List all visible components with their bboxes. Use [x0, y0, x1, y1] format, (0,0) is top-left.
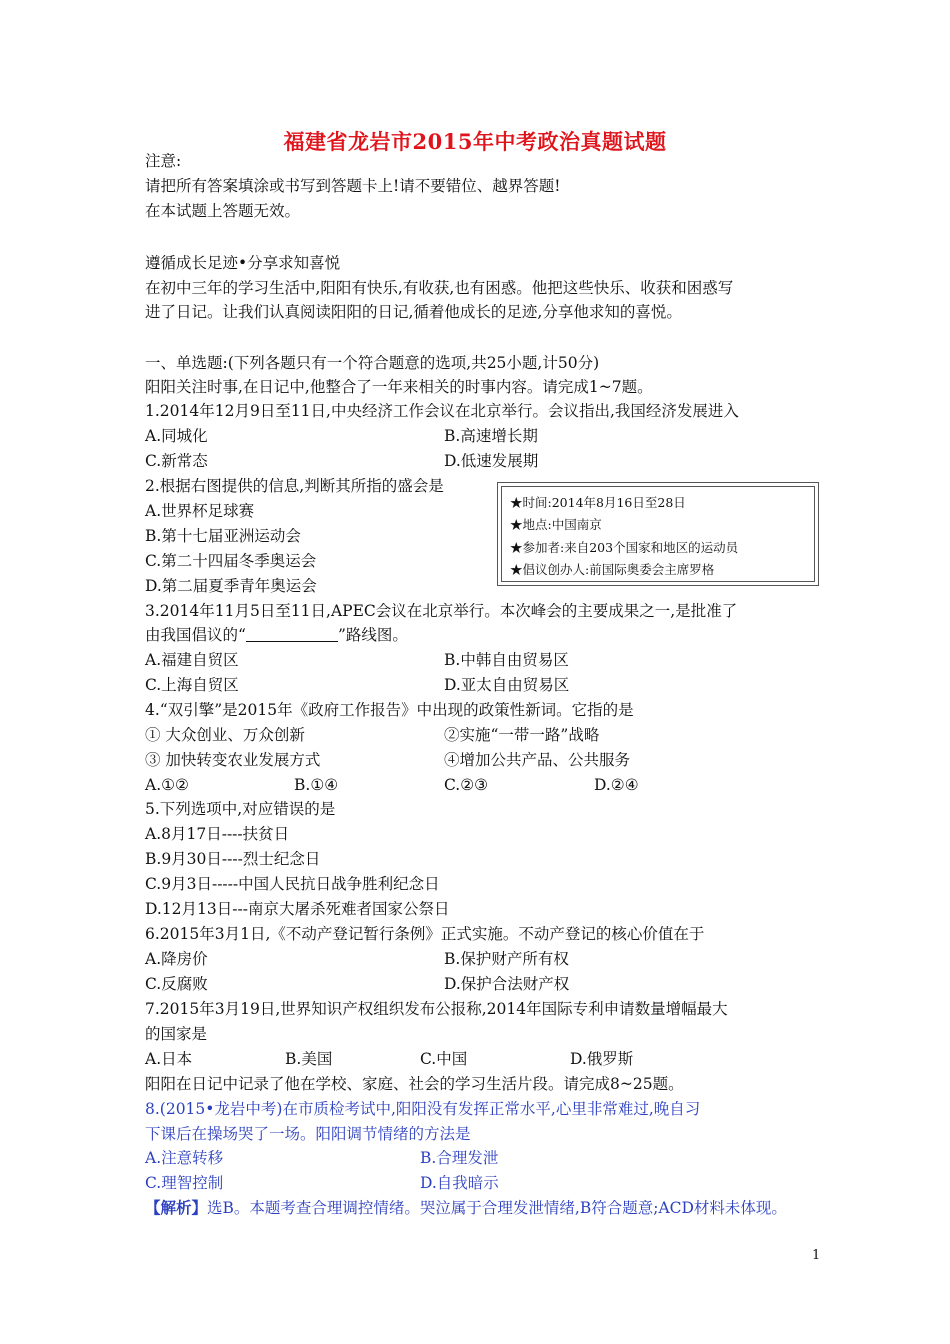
- option: C.第二十四届冬季奥运会: [145, 552, 317, 570]
- question-stem: 1.2014年12月9日至11日,中央经济工作会议在北京举行。会议指出,我国经济发展进入: [145, 402, 739, 420]
- question-stem: 下课后在操场哭了一场。阳阳调节情绪的方法是: [145, 1125, 471, 1143]
- option: A.降房价: [145, 950, 208, 968]
- option: D.②④: [594, 776, 639, 794]
- stem-text: 由我国倡议的“: [145, 626, 246, 644]
- option: C.中国: [420, 1050, 468, 1068]
- page-title: 福建省龙岩市2015年中考政治真题试题: [283, 129, 667, 154]
- section-heading: 一、单选题:(下列各题只有一个符合题意的选项,共25小题,计50分): [145, 354, 600, 372]
- stem-text: ”路线图。: [337, 626, 408, 644]
- option: A.日本: [145, 1050, 193, 1068]
- question-stem: 3.2014年11月5日至11日,APEC会议在北京举行。本次峰会的主要成果之一,是批准了: [145, 602, 738, 620]
- option: B.美国: [285, 1050, 333, 1068]
- option: B.中韩自由贸易区: [444, 651, 569, 669]
- option: D.亚太自由贸易区: [444, 676, 570, 694]
- question-stem: 5.下列选项中,对应错误的是: [145, 800, 336, 818]
- option: A.世界杯足球赛: [145, 502, 255, 520]
- event-info-box: [497, 482, 819, 586]
- question-stem: 4.“双引擎”是2015年《政府工作报告》中出现的政策性新词。它指的是: [145, 701, 634, 719]
- option: A.8月17日----扶贫日: [145, 825, 290, 843]
- option: B.①④: [294, 776, 339, 794]
- option: B.9月30日----烈士纪念日: [145, 850, 321, 868]
- option: B.保护财产所有权: [444, 950, 569, 968]
- option: C.9月3日-----中国人民抗日战争胜利纪念日: [145, 875, 440, 893]
- question-stem: [145, 625, 408, 645]
- option: C.②③: [444, 776, 489, 794]
- option: B.第十七届亚洲运动会: [145, 527, 301, 545]
- info-row-founder: ★倡议创办人:前国际奥委会主席罗格: [510, 562, 715, 577]
- option: D.第二届夏季青年奥运会: [145, 577, 317, 595]
- question-stem: 的国家是: [145, 1025, 208, 1043]
- section-lead: 阳阳关注时事,在日记中,他整合了一年来相关的时事内容。请完成1~7题。: [145, 378, 653, 396]
- option: C.理智控制: [145, 1174, 224, 1192]
- option: B.高速增长期: [444, 427, 538, 445]
- option: C.新常态: [145, 452, 208, 470]
- option: D.自我暗示: [420, 1174, 499, 1192]
- statement: ②实施“一带一路”战略: [444, 726, 600, 744]
- intro-paragraph: 在初中三年的学习生活中,阳阳有快乐,有收获,也有困惑。他把这些快乐、收获和困惑写: [145, 279, 734, 297]
- section-lead: 阳阳在日记中记录了他在学校、家庭、社会的学习生活片段。请完成8~25题。: [145, 1075, 684, 1093]
- question-stem: 6.2015年3月1日,《不动产登记暂行条例》正式实施。不动产登记的核心价值在于: [145, 925, 705, 943]
- question-stem: 2.根据右图提供的信息,判断其所指的盛会是: [145, 477, 444, 495]
- option: D.俄罗斯: [570, 1050, 634, 1068]
- analysis-tag: 【解析】: [145, 1198, 208, 1217]
- notice-label: 注意:: [145, 152, 182, 170]
- option: B.合理发泄: [420, 1149, 499, 1167]
- option: A.注意转移: [145, 1149, 224, 1167]
- info-row-participants: ★参加者:来自203个国家和地区的运动员: [510, 540, 739, 555]
- info-row-place: ★地点:中国南京: [510, 517, 602, 532]
- option: C.反腐败: [145, 975, 208, 993]
- option: A.同城化: [145, 427, 208, 445]
- statement: ① 大众创业、万众创新: [145, 726, 305, 744]
- analysis-text: 选B。本题考查合理调控情绪。哭泣属于合理发泄情绪,B符合题意;ACD材料未体现。: [207, 1199, 787, 1217]
- option: A.福建自贸区: [145, 651, 239, 669]
- option: C.上海自贸区: [145, 676, 239, 694]
- statement: ④增加公共产品、公共服务: [444, 751, 631, 769]
- question-stem: 7.2015年3月19日,世界知识产权组织发布公报称,2014年国际专利申请数量增幅最大: [145, 1000, 728, 1018]
- option: A.①②: [145, 776, 189, 794]
- question-stem: 8.(2015•龙岩中考)在市质检考试中,阳阳没有发挥正常水平,心里非常难过,晚自习: [145, 1100, 701, 1118]
- option: D.12月13日---南京大屠杀死难者国家公祭日: [145, 900, 450, 918]
- answer-blank: [246, 627, 338, 642]
- notice-line: 在本试题上答题无效。: [145, 202, 301, 220]
- option: D.低速发展期: [444, 452, 539, 470]
- option: D.保护合法财产权: [444, 975, 570, 993]
- notice-line: 请把所有答案填涂或书写到答题卡上!请不要错位、越界答题!: [145, 177, 561, 195]
- intro-paragraph: 进了日记。让我们认真阅读阳阳的日记,循着他成长的足迹,分享他求知的喜悦。: [145, 303, 682, 321]
- info-row-time: ★时间:2014年8月16日至28日: [510, 495, 686, 510]
- analysis: [145, 1198, 787, 1218]
- page-number: 1: [812, 1248, 821, 1263]
- intro-heading: 遵循成长足迹•分享求知喜悦: [145, 254, 341, 272]
- statement: ③ 加快转变农业发展方式: [145, 751, 321, 769]
